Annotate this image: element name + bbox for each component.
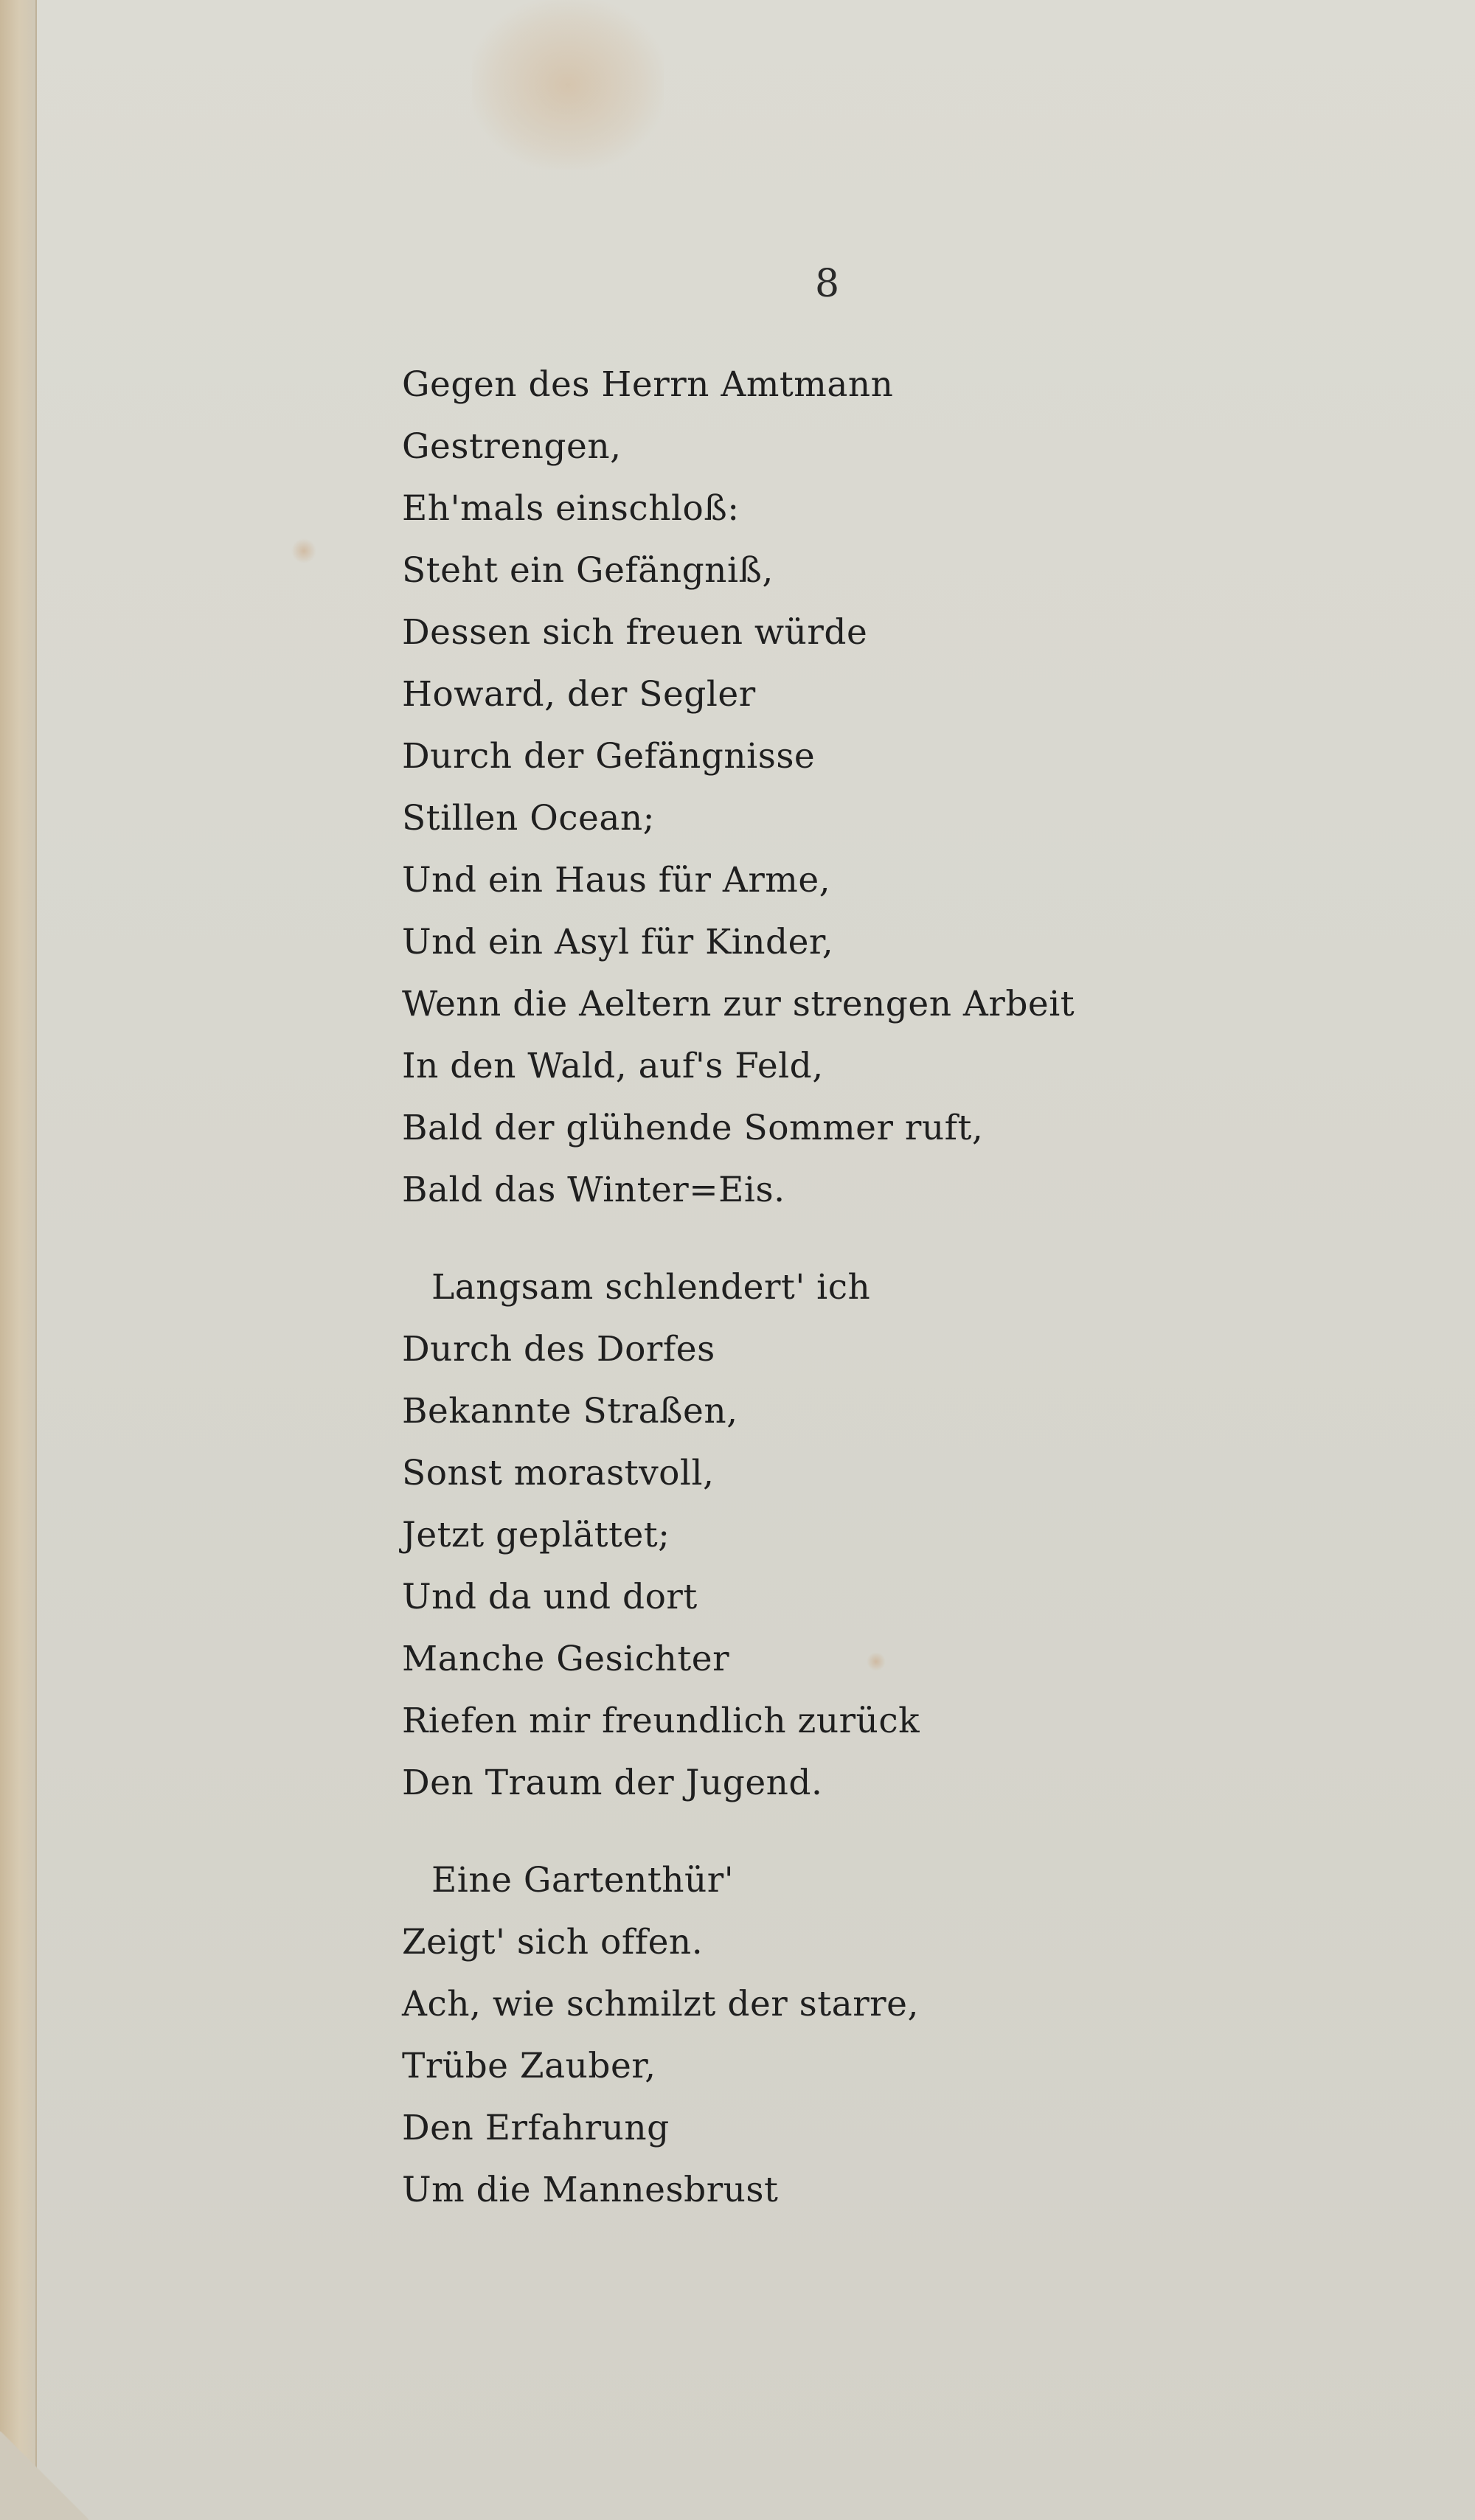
poem-line: Den Erfahrung [402,2108,670,2148]
stanza [402,1850,1139,2221]
poem-line: Und da und dort [402,1577,698,1617]
binding-edge [0,0,37,2520]
stanza [402,354,1139,1221]
page-corner [0,2432,88,2520]
poem-line: Dessen sich freuen würde [402,612,868,653]
poem-line: In den Wald, auf's Feld, [402,1046,824,1086]
poem-line: Um die Mannesbrust [402,2170,779,2210]
poem-line: Manche Gesichter [402,1639,730,1679]
poem-line: Ach, wie schmilzt der starre, [402,1984,919,2024]
poem-line: Wenn die Aeltern zur strengen Arbeit [402,984,1075,1024]
paper-stain [291,538,316,563]
paper-stain [472,0,664,170]
poem-line: Bald das Winter=Eis. [402,1170,785,1210]
poem-text [402,354,1139,2221]
poem-line: Bekannte Straßen, [402,1391,738,1431]
poem-line: Stillen Ocean; [402,798,655,839]
poem-line: Howard, der Segler [402,674,756,715]
poem-line: Jetzt geplättet; [402,1515,670,1555]
page-number: 8 [815,262,840,306]
poem-line: Durch des Dorfes [402,1329,715,1370]
poem-line: Den Traum der Jugend. [402,1763,823,1803]
poem-line: Steht ein Gefängniß, [402,550,774,591]
poem-line: Und ein Haus für Arme, [402,860,831,900]
poem-line: Eine Gartenthür' [431,1860,735,1901]
poem-line: Durch der Gefängnisse [402,736,816,777]
poem-line: Gegen des Herrn Amtmann [402,364,894,405]
poem-line: Riefen mir freundlich zurück [402,1701,920,1741]
poem-line: Trübe Zauber, [402,2046,656,2086]
poem-line: Gestrengen, [402,426,622,467]
poem-line: Zeigt' sich offen. [402,1922,704,1962]
poem-line: Und ein Asyl für Kinder, [402,922,834,962]
poem-line: Eh'mals einschloß: [402,488,740,529]
poem-line: Sonst morastvoll, [402,1453,715,1493]
poem-line: Bald der glühende Sommer ruft, [402,1108,984,1148]
stanza [402,1257,1139,1814]
poem-line: Langsam schlendert' ich [431,1267,871,1308]
